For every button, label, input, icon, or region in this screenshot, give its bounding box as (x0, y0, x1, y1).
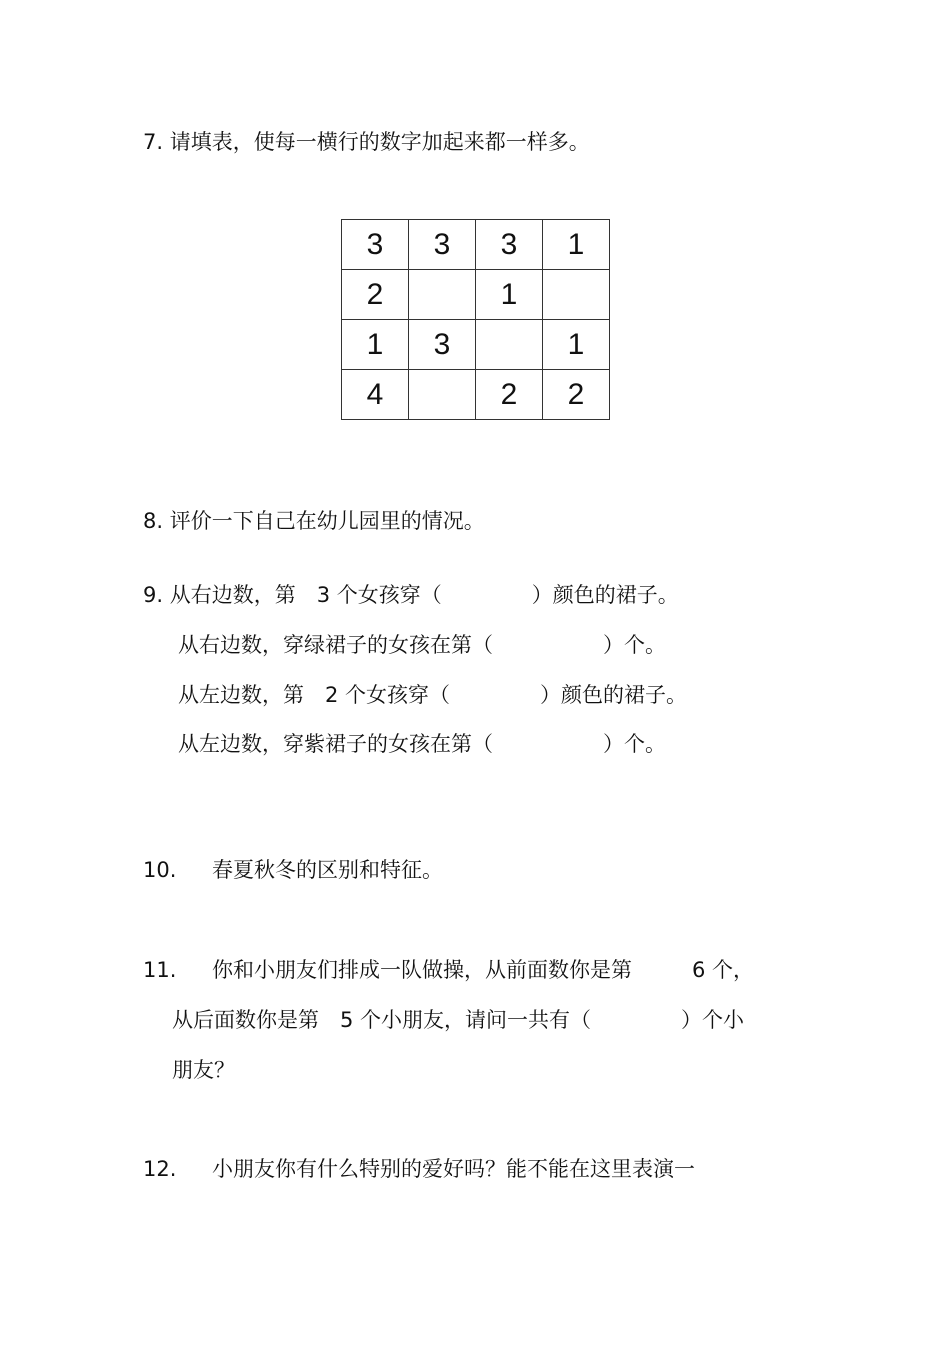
question-10-text: 春夏秋冬的区别和特征。 (212, 858, 443, 882)
question-9-line-1: 9. 从右边数，第 3 个女孩穿（ ）颜色的裙子。 (143, 583, 679, 607)
grid-row (342, 320, 610, 370)
grid-cell[interactable] (543, 270, 610, 320)
grid-row (342, 370, 610, 420)
question-12-text: 小朋友你有什么特别的爱好吗？能不能在这里表演一 (212, 1157, 695, 1181)
grid-cell[interactable] (409, 270, 476, 320)
question-11-line-1: 你和小朋友们排成一队做操，从前面数你是第 6 个， (212, 958, 755, 982)
grid-cell[interactable]: 1 (543, 320, 610, 370)
question-number: 10. (143, 858, 177, 882)
grid-cell[interactable]: 1 (476, 270, 543, 320)
question-8-text: 8. 评价一下自己在幼儿园里的情况。 (143, 509, 485, 533)
grid-row (342, 220, 610, 270)
question-number: 11. (143, 958, 177, 982)
grid-cell[interactable]: 2 (342, 270, 409, 320)
grid-cell[interactable] (476, 320, 543, 370)
question-7-text: 7. 请填表，使每一横行的数字加起来都一样多。 (143, 130, 590, 154)
number-grid (341, 219, 610, 420)
question-9-line-3: 从左边数，第 2 个女孩穿（ ）颜色的裙子。 (178, 683, 688, 707)
grid-cell[interactable]: 3 (476, 220, 543, 270)
grid-cell[interactable]: 3 (342, 220, 409, 270)
grid-cell[interactable]: 4 (342, 370, 409, 420)
question-11-line-2: 从后面数你是第 5 个小朋友，请问一共有（ ）个小 (172, 1008, 745, 1032)
grid-cell[interactable] (409, 370, 476, 420)
question-9-line-2: 从右边数，穿绿裙子的女孩在第（ ）个。 (178, 633, 666, 657)
grid-cell[interactable]: 2 (476, 370, 543, 420)
grid-cell[interactable]: 1 (543, 220, 610, 270)
grid-cell[interactable]: 2 (543, 370, 610, 420)
grid-cell[interactable]: 1 (342, 320, 409, 370)
question-11-line-3: 朋友？ (172, 1058, 235, 1082)
grid-cell[interactable]: 3 (409, 320, 476, 370)
question-9-line-4: 从左边数，穿紫裙子的女孩在第（ ）个。 (178, 732, 666, 756)
grid-row (342, 270, 610, 320)
grid-cell[interactable]: 3 (409, 220, 476, 270)
question-number: 12. (143, 1157, 177, 1181)
